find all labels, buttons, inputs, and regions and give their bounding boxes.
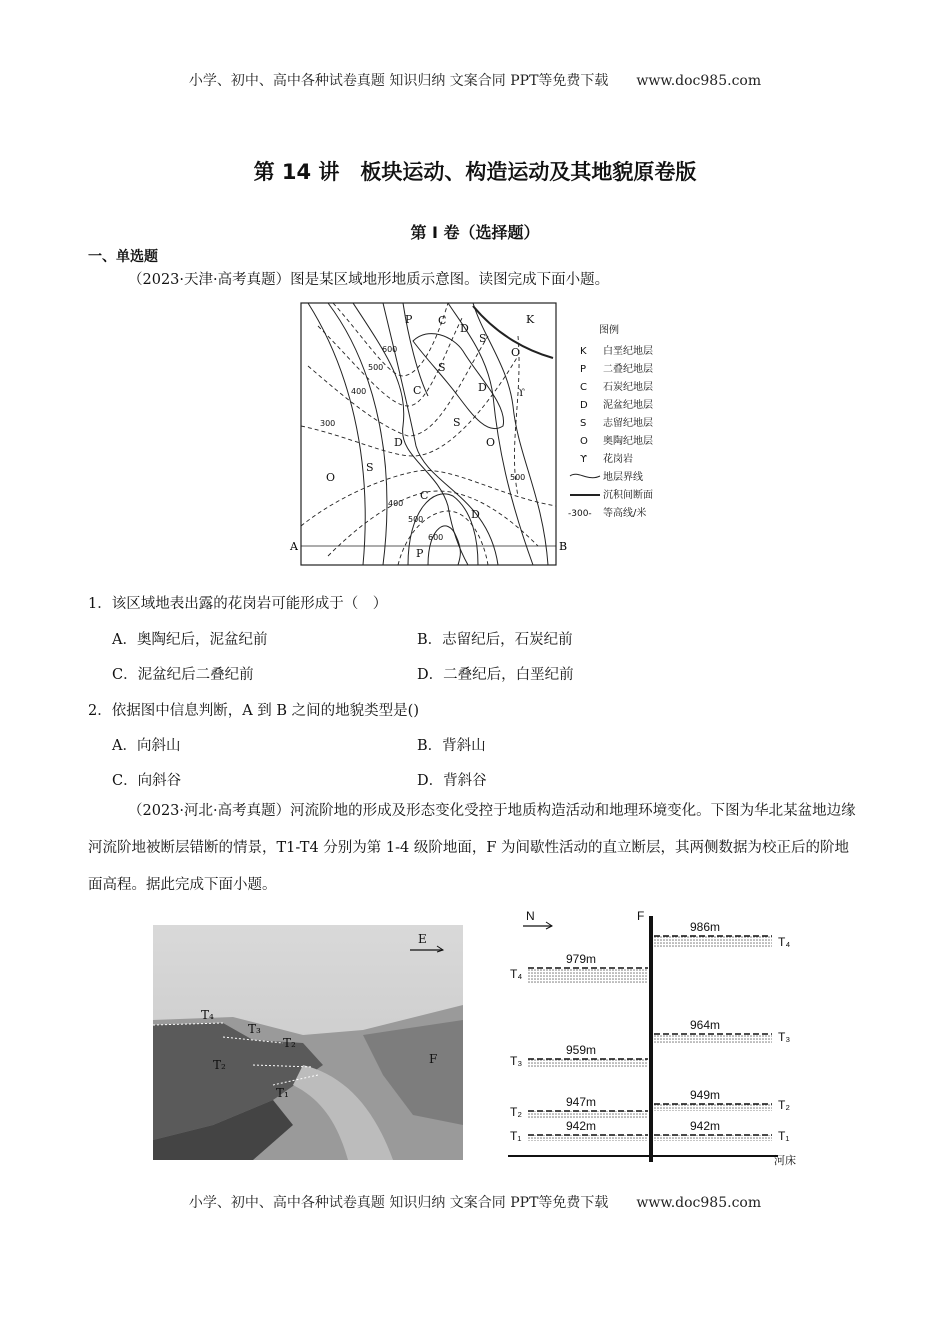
- q1-option-a[interactable]: A．奥陶纪后，泥盆纪前: [112, 632, 268, 648]
- terrace-right-t1: [654, 1135, 772, 1141]
- contour-label: 600: [428, 533, 444, 542]
- legend-label: 奥陶纪地层: [603, 436, 653, 447]
- map-layer-label: K: [526, 313, 535, 326]
- terrace-photo: [153, 925, 463, 1160]
- legend-label: 白垩纪地层: [603, 346, 653, 357]
- contour-label: 300: [320, 419, 336, 428]
- terrace-profile: [498, 906, 848, 1168]
- q2-option-b[interactable]: B．背斜山: [417, 738, 486, 754]
- left-terrace-elev: 947m: [566, 1095, 597, 1109]
- terrace-left-t1: [528, 1135, 648, 1141]
- q2-option-c[interactable]: C．向斜谷: [112, 773, 182, 789]
- legend-label: 二叠纪地层: [603, 364, 653, 375]
- right-terrace-label: T₂: [778, 1098, 790, 1112]
- terrace-left-t4: [528, 968, 648, 984]
- map-layer-label: S: [479, 332, 487, 345]
- map-layer-label: S: [366, 461, 374, 474]
- map-layer-label: S: [438, 361, 446, 374]
- corner-b: B: [559, 540, 568, 553]
- contour-label: 500: [510, 473, 526, 482]
- right-terrace-label: T₃: [778, 1030, 791, 1044]
- map-layer-label: D: [471, 508, 480, 521]
- photo-label: F: [429, 1052, 438, 1066]
- intro-hebei: （2023·河北·高考真题）河流阶地的形成及形态变化受控于地质构造活动和地理环境变化。下图为华北某盆地边缘河流阶地被断层错断的情景，T1-T4 分别为第 1-4 级阶地面，F 为间歇性活动的直立断层，其两侧数据为校正后的阶地面高程。据此完成下面小题。: [88, 803, 856, 893]
- map-layer-label: C: [438, 314, 447, 327]
- photo-label: T₂: [283, 1036, 296, 1050]
- legend-label: 泥盆纪地层: [603, 400, 653, 411]
- legend-symbol: O: [580, 436, 588, 447]
- corner-a: A: [290, 540, 298, 553]
- map-layer-label: S: [453, 416, 461, 429]
- map-layer-label: D: [460, 322, 469, 335]
- legend-label: 石炭纪地层: [603, 382, 653, 393]
- left-terrace-label: T₂: [510, 1105, 522, 1119]
- map-layer-label: O: [326, 471, 336, 484]
- left-terrace-elev: 942m: [566, 1119, 597, 1133]
- legend-title: 图例: [599, 325, 619, 336]
- terrace-right-t3: [654, 1034, 772, 1044]
- footer-text: 小学、初中、高中各种试卷真题 知识归纳 文案合同 PPT等免费下载: [188, 1195, 609, 1211]
- terrace-left-t3: [528, 1059, 648, 1068]
- header-text: 小学、初中、高中各种试卷真题 知识归纳 文案合同 PPT等免费下载: [188, 73, 609, 89]
- map-layer-label: ϒ: [518, 388, 525, 399]
- left-terrace-label: T₃: [510, 1054, 523, 1068]
- left-terrace-label: T₄: [510, 967, 523, 981]
- photo-label: T₄: [201, 1008, 214, 1022]
- legend-label: 志留纪地层: [603, 418, 653, 429]
- map-layer-label: C: [420, 489, 429, 502]
- terrace-right-t4: [654, 936, 772, 948]
- right-terrace-elev: 949m: [690, 1088, 721, 1102]
- legend-symbol: D: [580, 400, 588, 411]
- contour-label: 400: [351, 387, 367, 396]
- legend-label: 花岗岩: [603, 454, 633, 465]
- legend-label: 地层界线: [603, 472, 643, 483]
- legend-symbol: ϒ: [580, 454, 587, 465]
- legend-symbol: C: [580, 382, 587, 393]
- legend-symbol: K: [580, 346, 587, 357]
- q2-option-d[interactable]: D．背斜谷: [417, 773, 487, 789]
- left-terrace-elev: 979m: [566, 952, 597, 966]
- legend-label: 沉积间断面: [603, 490, 653, 501]
- map-legend: [568, 323, 653, 519]
- right-terrace-elev: 964m: [690, 1018, 721, 1032]
- map-layer-label: D: [478, 381, 487, 394]
- terrace-left-t2: [528, 1111, 648, 1119]
- q1-option-d[interactable]: D．二叠纪后，白垩纪前: [417, 667, 574, 683]
- photo-label: T₂: [213, 1058, 226, 1072]
- page-footer: [0, 1192, 950, 1212]
- geologic-map: [288, 296, 688, 566]
- legend-boundary-line: [570, 474, 600, 477]
- riverbed-label: 河床: [774, 1155, 796, 1167]
- q1-option-c[interactable]: C．泥盆纪后二叠纪前: [112, 667, 254, 683]
- page-title: 第 14 讲 板块运动、构造运动及其地貌原卷版: [253, 160, 697, 184]
- intro-tianjin: （2023·天津·高考真题）图是某区域地形地质示意图。读图完成下面小题。: [128, 272, 610, 288]
- contour-label: 500: [408, 515, 424, 524]
- terrace-right-t2: [654, 1104, 772, 1111]
- question-2-stem: 2．依据图中信息判断，A 到 B 之间的地貌类型是(): [88, 703, 419, 719]
- left-terrace-elev: 959m: [566, 1043, 597, 1057]
- right-terrace-label: T₁: [778, 1129, 790, 1143]
- footer-url[interactable]: www.doc985.com: [636, 1195, 762, 1211]
- legend-label: 等高线/米: [603, 508, 647, 519]
- section-title: 一、单选题: [88, 249, 158, 265]
- map-layer-label: P: [405, 313, 413, 326]
- q1-option-b[interactable]: B．志留纪后，石炭纪前: [417, 632, 573, 648]
- map-layer-label: D: [394, 436, 403, 449]
- contour-label: 500: [368, 363, 384, 372]
- photo-label: T₁: [276, 1086, 289, 1100]
- contour-label: 400: [388, 499, 404, 508]
- question-1-stem: 1．该区域地表出露的花岗岩可能形成于（ ）: [88, 596, 388, 612]
- legend-symbol: S: [580, 418, 587, 429]
- profile-north-label: N: [526, 909, 535, 923]
- header-url[interactable]: www.doc985.com: [636, 73, 762, 89]
- part-title: 第 I 卷（选择题）: [410, 223, 540, 242]
- q2-option-a[interactable]: A．向斜山: [112, 738, 181, 754]
- right-terrace-elev: 986m: [690, 920, 721, 934]
- legend-symbol: -300-: [568, 509, 592, 519]
- contour-label: 600: [382, 345, 398, 354]
- legend-symbol: P: [580, 364, 587, 375]
- map-layer-label: O: [511, 346, 521, 359]
- photo-arrow-label: E: [418, 932, 427, 946]
- map-layer-label: O: [486, 436, 496, 449]
- fault-label: F: [637, 909, 645, 923]
- map-layer-label: C: [413, 384, 422, 397]
- right-terrace-label: T₄: [778, 935, 791, 949]
- right-terrace-elev: 942m: [690, 1119, 721, 1133]
- left-terrace-label: T₁: [510, 1129, 522, 1143]
- map-layer-label: P: [416, 547, 424, 560]
- page-header: [0, 70, 950, 90]
- photo-label: T₃: [248, 1022, 261, 1036]
